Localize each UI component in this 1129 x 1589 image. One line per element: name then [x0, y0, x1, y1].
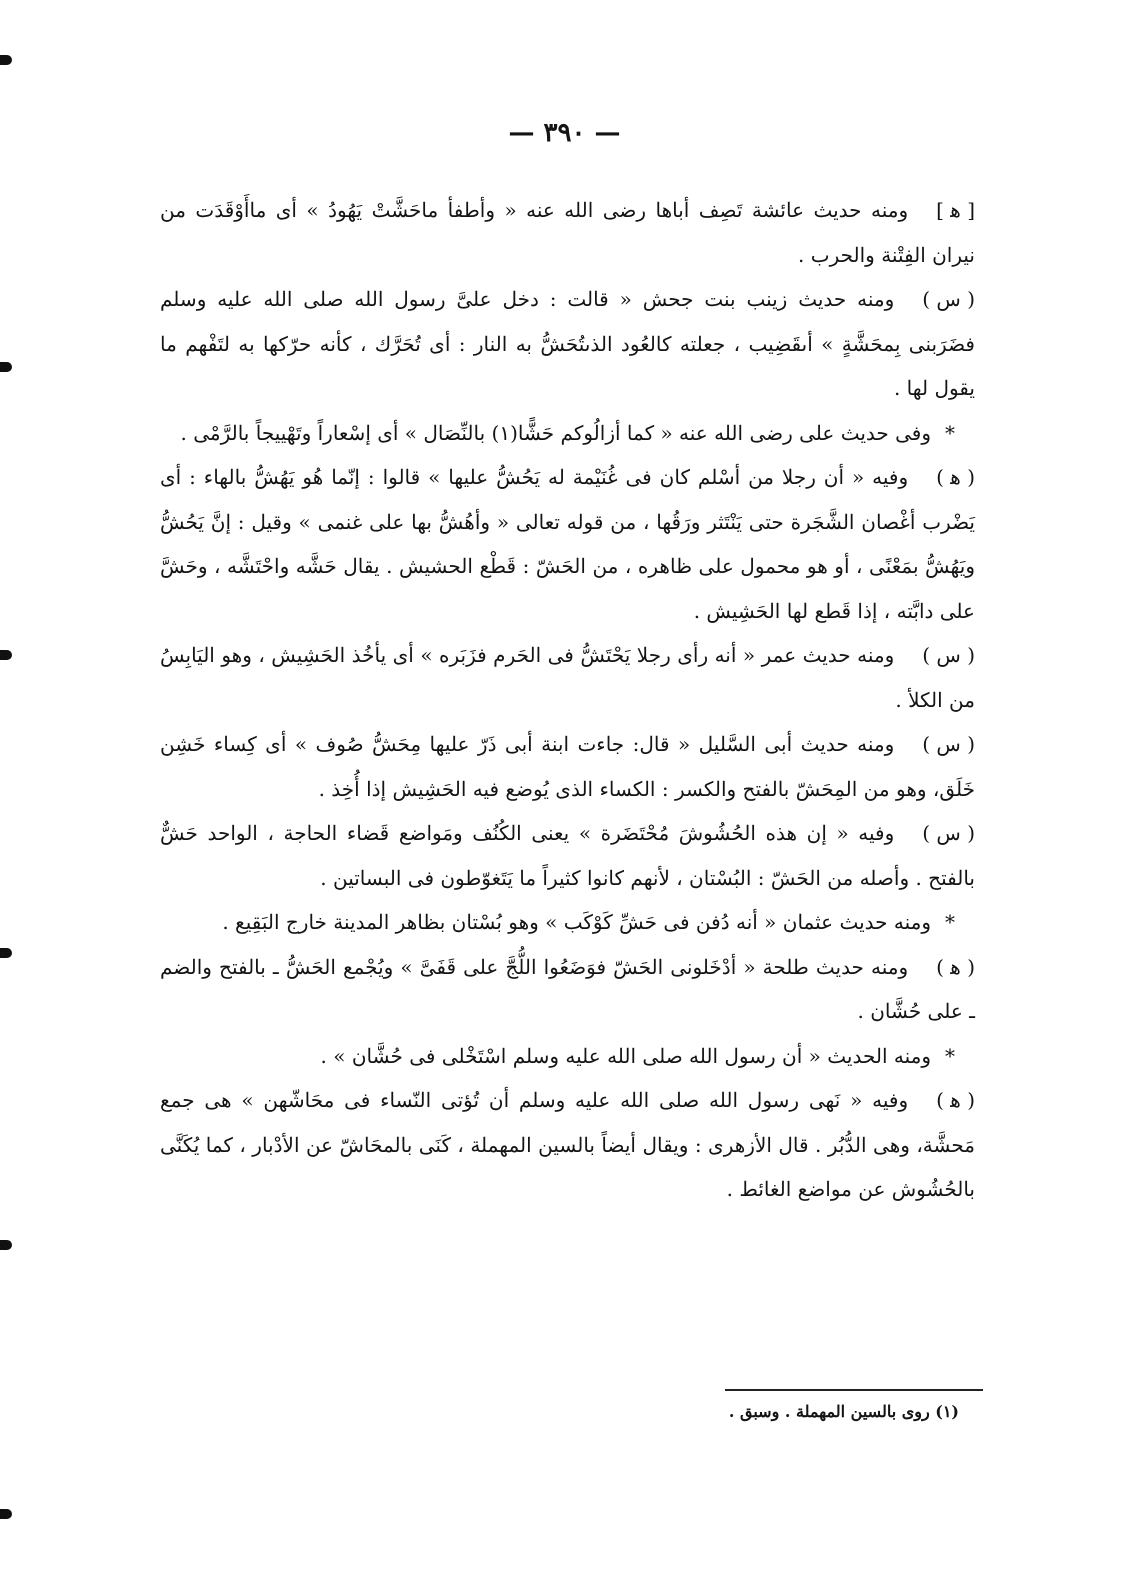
paragraph-text: ومنه حديث عائشة تَصِف أباها رضى الله عنه « وأطفأ ماحَشَّتْ يَهُودُ » أى ماأَوْقَدَت من نيران الفِتْنة والحرب . — [160, 198, 975, 267]
page-number: — ٣٩٠ — — [508, 118, 621, 148]
scan-edge-mark — [0, 1509, 12, 1519]
source-marker: ( ﻫ ) — [936, 954, 975, 979]
paragraph-7 — [160, 811, 975, 900]
paragraph-text: ومنه حديث عمر « أنه رأى رجلا يَحْتَشُّ فى الحَرم فزَبَره » أى يأخُذ الحَشِيش ، وهو اليَابِسُ من الكلأ . — [160, 643, 975, 712]
paragraph-9 — [160, 945, 975, 1034]
paragraph-text: وفى حديث على رضى الله عنه « كما أزالُوكم حَشًّا(١) بالنِّصَال » أى إسْعاراً وتَهْييجاً بالرَّمْى . — [180, 420, 931, 445]
source-marker: ( س ) — [922, 821, 975, 845]
scan-edge-mark — [0, 55, 12, 65]
source-marker: ( س ) — [922, 732, 975, 756]
source-marker: ( س ) — [922, 287, 975, 311]
footnote: (١) روى بالسين المهملة . وسبق . — [728, 1402, 959, 1421]
paragraph-text: ومنه حديث زينب بنت جحش « قالت : دخل علىَّ رسول الله صلى الله عليه وسلم فضَرَبنى بِمحَشَّةٍ » أىقَضِيب ، جعلته كالعُود الذىتُحَشُّ به النار : أى تُحَرَّك ، كأنه حرّكها به لتَفْهم ما يقول لها . — [160, 287, 975, 400]
scan-edge-mark — [0, 948, 12, 958]
paragraph-5 — [160, 633, 975, 722]
paragraph-text: ومنه حديث طلحة « أدْخَلونى الحَشّ فوَضَعُوا اللُّجَّ على قَفَىَّ » ويُجْمع الحَشُّ ـ بالفتح والضم ـ على حُشَّان . — [160, 954, 975, 1023]
paragraph-11 — [160, 1078, 975, 1212]
paragraph-8 — [160, 900, 975, 945]
paragraph-1 — [160, 188, 975, 277]
paragraph-text: ومنه حديث أبى السَّليل « قال: جاءت ابنة أبى ذَرّ عليها مِحَشُّ صُوف » أى كِساء خَشِن خَلَق، وهو من المِحَشّ بالفتح والكسر : الكساء الذى يُوضع فيه الحَشِيش إذا أُخِذ . — [160, 732, 975, 801]
scan-edge-mark — [0, 1240, 12, 1250]
paragraph-2 — [160, 277, 975, 411]
paragraph-text: ومنه حديث عثمان « أنه دُفن فى حَشِّ كَوْكَب » وهو بُسْتان بظاهر المدينة خارج البَقِيع . — [222, 910, 931, 934]
scan-edge-mark — [0, 362, 12, 372]
scan-edge-mark — [0, 650, 12, 660]
star-marker: * — [945, 420, 955, 445]
paragraph-10 — [160, 1034, 975, 1079]
paragraph-text: ومنه الحديث « أن رسول الله صلى الله عليه وسلم اسْتَخْلى فى حُشَّان » . — [320, 1043, 931, 1068]
source-marker: ( ﻫ ) — [936, 465, 975, 489]
body-text — [160, 188, 975, 1212]
source-marker: ( ﻫ ) — [936, 1088, 975, 1112]
paragraph-text: وفيه « إن هذه الحُشُوشَ مُحْتَضَرة » يعنى الكُنُف ومَواضع قَضاء الحاجة ، الواحد حَشٌّ بالفتح . وأصله من الحَشّ : البُسْتان ، لأنهم كانوا كثيراً ما يَتَغوّطون فى البساتين . — [160, 821, 975, 890]
paragraph-6 — [160, 722, 975, 811]
source-marker: [ ﻫ ] — [936, 198, 975, 222]
star-marker: * — [945, 1043, 955, 1068]
paragraph-text: وفيه « أن رجلا من أسْلم كان فى غُنَيْمة له يَحُشُّ عليها » قالوا : إنّما هُو يَهُشُّ بالهاء : أى يَضْرب أغْصان الشَّجَرة حتى يَنْتَثر ورَقُها ، من قوله تعالى « وأهُشُّ بها على غنمى » وقيل : إنَّ يَحُشُّ ويَهُشُّ بمَعْنًى ، أو هو محمول على ظاهره ، من الحَشّ : قَطْع الحشيش . يقال حَشَّه واحْتَشَّه ، وحَشَّ على دابَّته ، إذا قَطع لها الحَشِيش . — [160, 465, 975, 623]
star-marker: * — [945, 910, 955, 934]
paragraph-3 — [160, 411, 975, 456]
paragraph-text: وفيه « نَهى رسول الله صلى الله عليه وسلم أن تُؤتى النّساء فى محَاشّهن » هى جمع مَحشَّة، وهى الدُّبُر . قال الأزهرى : ويقال أيضاً بالسين المهملة ، كَنَى بالمحَاشّ عن الأدْبار ، كما يُكَنَّى بالحُشُوش عن مواضع الغائط . — [160, 1088, 975, 1201]
paragraph-4 — [160, 455, 975, 633]
footnote-divider — [725, 1389, 983, 1391]
source-marker: ( س ) — [922, 643, 975, 667]
